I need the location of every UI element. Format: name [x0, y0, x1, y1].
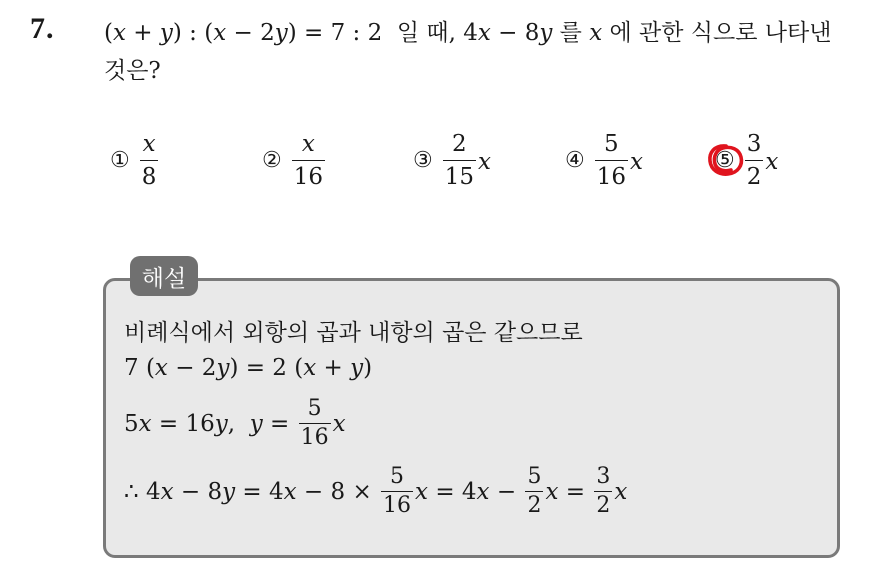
var-y: y: [350, 355, 364, 381]
var-x: x: [614, 478, 628, 505]
eq-seg: ∴ 4: [124, 478, 161, 505]
question-text-seg: ) = 7 : 2 일 때, 4: [287, 20, 478, 46]
answer-choices: [0, 128, 884, 198]
choice-fraction: [140, 133, 159, 189]
solution-line-1: 비례식에서 외항의 곱과 내항의 곱은 같으므로: [124, 320, 583, 346]
fraction-denominator: 8: [141, 164, 157, 190]
choice-4[interactable]: [565, 128, 643, 194]
eq-seg: ): [363, 355, 373, 381]
fraction-numerator: 2: [452, 131, 467, 157]
eq-seg: − 8 ×: [296, 478, 380, 505]
fraction-denominator: 2: [746, 164, 762, 190]
eq-seg: − 2: [167, 355, 217, 381]
var-y: y: [214, 410, 228, 437]
fraction-denominator: 16: [300, 425, 329, 450]
fraction-numerator: 3: [746, 131, 762, 157]
choice-fraction: [745, 133, 764, 189]
var-x: x: [213, 20, 227, 46]
var-y: y: [159, 20, 173, 46]
eq-fraction: [525, 466, 543, 517]
var-x: x: [112, 20, 126, 46]
var-x: x: [545, 478, 559, 505]
choice-marker: ②: [262, 148, 282, 173]
fraction-numerator: 5: [527, 464, 542, 489]
choice-marker: [715, 150, 735, 172]
question-text-seg: +: [125, 20, 160, 46]
eq-seg: =: [262, 410, 297, 437]
fraction-denominator: 16: [596, 164, 627, 190]
fraction-numerator: 5: [307, 396, 322, 421]
question-text-seg: − 2: [226, 20, 275, 46]
fraction-numerator: 5: [390, 464, 405, 489]
eq-seg: 7 (: [124, 355, 155, 381]
question-text-seg: (: [104, 20, 113, 46]
choice-3[interactable]: [413, 128, 491, 194]
solution-tag: 해설: [130, 256, 198, 296]
choice-5[interactable]: [715, 128, 778, 194]
var-x: x: [154, 355, 168, 381]
fraction-numerator: 3: [596, 464, 611, 489]
eq-seg: ) = 2 (: [229, 355, 304, 381]
choice-marker: ①: [110, 148, 130, 173]
var-x: x: [283, 478, 297, 505]
eq-seg: = 4: [428, 478, 477, 505]
var-y: y: [274, 20, 288, 46]
fraction-denominator: 2: [527, 493, 542, 518]
choice-2[interactable]: [262, 128, 325, 194]
fraction-denominator: 16: [293, 164, 324, 190]
choice-suffix: x: [478, 149, 491, 175]
solution-line-3: [124, 398, 346, 449]
eq-seg: = 16: [151, 410, 215, 437]
choice-marker-glyph: ⑤: [715, 148, 735, 173]
choice-fraction: [292, 133, 325, 189]
solution-line-4: [124, 466, 627, 517]
fraction-numerator: x: [301, 131, 315, 157]
var-x: x: [415, 478, 429, 505]
fraction-denominator: 15: [444, 164, 475, 190]
question-text-seg: 를: [552, 20, 590, 46]
question-text-seg: ) : (: [172, 20, 214, 46]
question-text-line2: 것은?: [104, 58, 161, 84]
var-y: y: [539, 20, 553, 46]
var-x: x: [476, 478, 490, 505]
var-x: x: [477, 20, 491, 46]
question-text-seg: − 8: [490, 20, 540, 46]
var-x: x: [160, 478, 174, 505]
eq-fraction: [381, 466, 413, 517]
fraction-numerator: x: [142, 131, 156, 157]
fraction-denominator: 2: [596, 493, 611, 518]
choice-suffix: x: [630, 149, 643, 175]
eq-fraction: [299, 398, 331, 449]
fraction-numerator: 5: [604, 131, 619, 157]
var-x: x: [589, 20, 603, 46]
eq-seg: = 4: [235, 478, 284, 505]
eq-seg: +: [316, 355, 351, 381]
eq-seg: −: [489, 478, 524, 505]
question-text: [104, 14, 874, 90]
fraction-denominator: 16: [383, 493, 412, 518]
choice-suffix: x: [765, 149, 779, 175]
choice-1[interactable]: [110, 128, 158, 194]
choice-fraction: [443, 133, 476, 189]
eq-seg: ,: [227, 410, 250, 437]
var-y: y: [249, 410, 263, 437]
question-text-seg: 에 관한 식으로 나타낸: [602, 20, 832, 46]
var-y: y: [222, 478, 236, 505]
var-x: x: [332, 410, 346, 437]
solution-line-2: [124, 355, 372, 381]
var-x: x: [138, 410, 152, 437]
eq-seg: =: [558, 478, 593, 505]
eq-fraction: [594, 466, 612, 517]
var-y: y: [216, 355, 230, 381]
question-number: 7.: [30, 12, 55, 45]
eq-seg: − 8: [173, 478, 223, 505]
choice-fraction: [595, 133, 628, 189]
var-x: x: [303, 355, 317, 381]
eq-seg: 5: [124, 410, 139, 437]
choice-marker: ③: [413, 148, 433, 173]
choice-marker: ④: [565, 148, 585, 173]
